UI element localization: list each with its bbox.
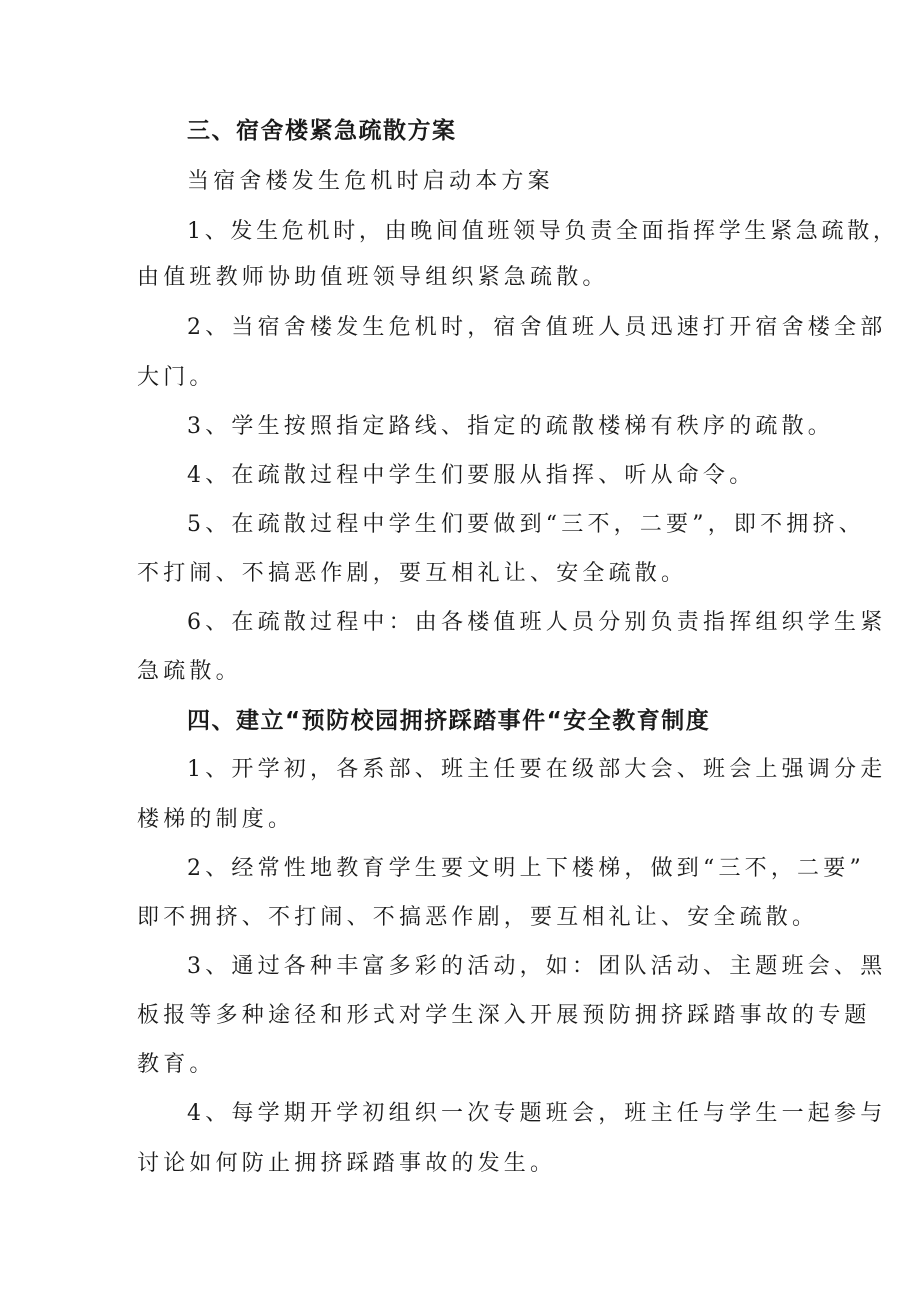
section-heading: 四、建立“预防校园拥挤踩踏事件“安全教育制度: [187, 708, 711, 734]
paragraph-line: 4、在疏散过程中学生们要服从指挥、听从命令。: [187, 463, 756, 488]
paragraph-line: 急疏散。: [137, 659, 242, 684]
paragraph-line: 3、学生按照指定路线、指定的疏散楼梯有秩序的疏散。: [187, 414, 834, 439]
paragraph-line: 1、发生危机时，由晚间值班领导负责全面指挥学生紧急疏散，: [187, 219, 899, 244]
paragraph-line: 1、开学初，各系部、班主任要在级部大会、班会上强调分走: [187, 757, 887, 782]
paragraph-line: 5、在疏散过程中学生们要做到“三不，二要”，即不拥挤、: [187, 512, 865, 537]
paragraph-line: 大门。: [137, 365, 216, 390]
paragraph-line: 6、在疏散过程中：由各楼值班人员分别负责指挥组织学生紧: [187, 610, 887, 635]
paragraph-line: 2、当宿舍楼发生危机时，宿舍值班人员迅速打开宿舍楼全部: [187, 315, 887, 340]
paragraph-line: 即不拥挤、不打闹、不搞恶作剧，要互相礼让、安全疏散。: [137, 905, 819, 930]
paragraph-line: 讨论如何防止拥挤踩踏事故的发生。: [137, 1151, 557, 1176]
paragraph-line: 由值班教师协助值班领导组织紧急疏散。: [137, 265, 609, 290]
paragraph-line: 当宿舍楼发生危机时启动本方案: [187, 169, 554, 194]
paragraph-line: 板报等多种途径和形式对学生深入开展预防拥挤踩踏事故的专题: [137, 1003, 871, 1028]
section-heading: 三、宿舍楼紧急疏散方案: [187, 118, 457, 144]
paragraph-line: 教育。: [137, 1052, 216, 1077]
paragraph-line: 不打闹、不搞恶作剧，要互相礼让、安全疏散。: [137, 561, 688, 586]
paragraph-line: 2、经常性地教育学生要文明上下楼梯，做到“三不，二要”: [187, 856, 865, 881]
paragraph-line: 4、每学期开学初组织一次专题班会，班主任与学生一起参与: [187, 1101, 887, 1126]
paragraph-line: 3、通过各种丰富多彩的活动，如：团队活动、主题班会、黑: [187, 954, 887, 979]
paragraph-line: 楼梯的制度。: [137, 807, 295, 832]
